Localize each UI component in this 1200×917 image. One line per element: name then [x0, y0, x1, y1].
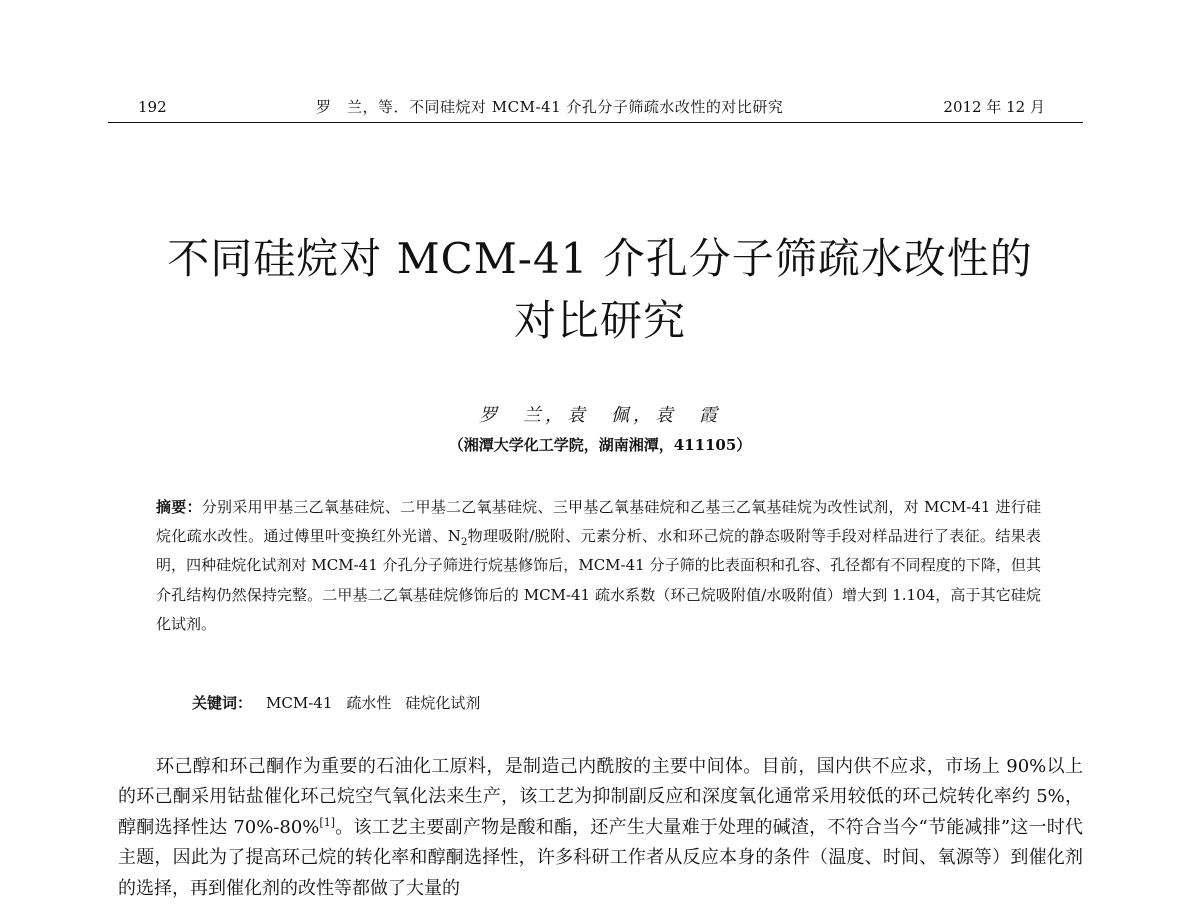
keywords — [192, 690, 480, 716]
author-list: 罗 兰，袁 佩，袁 霞 — [479, 405, 721, 426]
title-line-1: 不同硅烷对 MCM-41 介孔分子筛疏水改性的 — [167, 234, 1033, 283]
article-title — [0, 228, 1200, 352]
keyword-item: 疏水性 — [346, 694, 392, 712]
issue-date: 2012 年 12 月 — [943, 98, 1045, 116]
body-text-2: 。该工艺主要副产物是酸和酯，还产生大量难于处理的碱渣，不符合当今“节能减排”这一时代主题，因此为了提高环己烷的转化率和醇酮选择性，许多科研工作者从反应本身的条件（温度、时间、氧源等）到催化剂的选择，再到催化剂的改性等都做了大量的 — [118, 816, 1083, 899]
abstract-text-2: 物理吸附/脱附、元素分析、水和环己烷的静态吸附等手段对样品进行了表征。结果表明，四种硅烷化试剂对 MCM-41 介孔分子筛进行烷基修饰后，MCM-41 分子筛的比表面积和孔容、孔径都有不同程度的下降，但其介孔结构仍然保持完整。二甲基二乙氧基硅烷修饰后的 MCM-41 疏水系数（环己烷吸附值/水吸附值）增大到 1.104，高于其它硅烷化试剂。 — [156, 527, 1041, 633]
body-text-1: 环己醇和环己酮作为重要的石油化工原料，是制造己内酰胺的主要中间体。目前，国内供不应求，市场上 90%以上的环己酮采用钴盐催化环己烷空气氧化法来生产，该工艺为抑制副反应和深度氧化通常采用较低的环己烷转化率约 5%，醇酮选择性达 70%-80% — [118, 756, 1083, 838]
title-line-2: 对比研究 — [513, 296, 686, 345]
running-header — [108, 96, 1083, 118]
abstract-subscript: 2 — [460, 537, 468, 549]
citation-ref[interactable]: [1] — [319, 815, 336, 829]
abstract-text-1: 分别采用甲基三乙氧基硅烷、二甲基二乙氧基硅烷、三甲基乙氧基硅烷和乙基三乙氧基硅烷为改性试剂，对 MCM-41 进行硅烷化疏水改性。通过傅里叶变换红外光谱、N — [156, 498, 1041, 546]
abstract-label: 摘要： — [156, 498, 202, 516]
header-divider — [108, 122, 1083, 123]
running-title: 罗 兰，等．不同硅烷对 MCM-41 介孔分子筛疏水改性的对比研究 — [316, 98, 784, 116]
page-number: 192 — [138, 98, 167, 116]
keyword-item: 硅烷化试剂 — [405, 694, 481, 712]
keyword-item: MCM-41 — [266, 694, 333, 712]
abstract — [156, 493, 1041, 639]
body-paragraph — [118, 752, 1083, 904]
keywords-label: 关键词： — [192, 694, 253, 712]
affiliation: （湘潭大学化工学院，湖南湘潭，411105） — [448, 436, 752, 454]
